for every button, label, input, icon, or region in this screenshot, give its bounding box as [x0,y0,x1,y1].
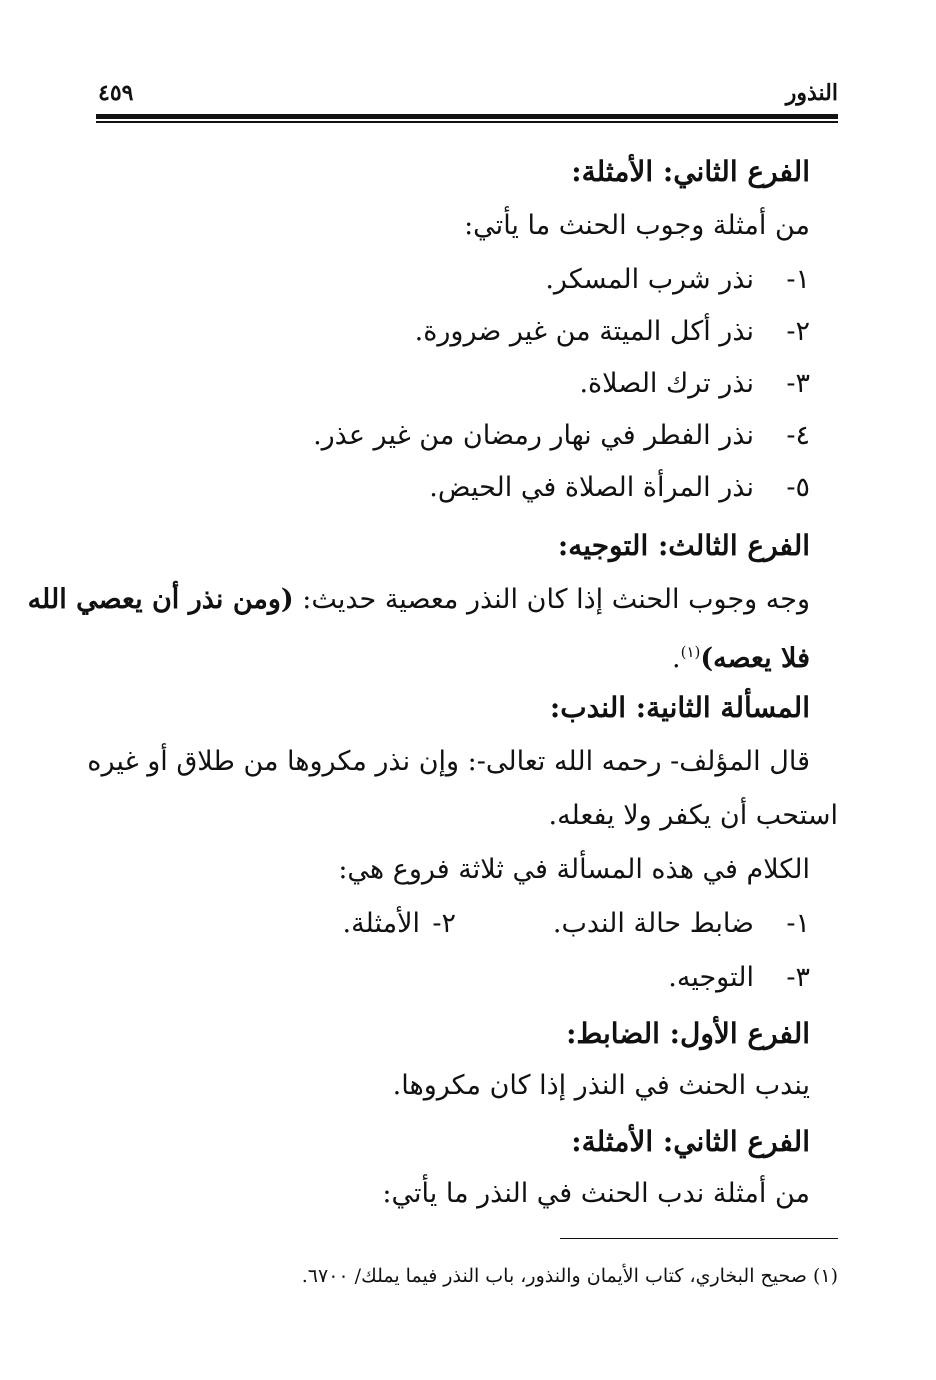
list-item [579,366,810,402]
footnote-ref[interactable]: (١) [680,643,701,661]
list-number: ١- [786,264,810,295]
list-item [342,906,456,942]
list-text: نذر شرب المسكر. [545,264,754,295]
list-text: ضابط حالة الندب. [552,908,754,939]
list-number: ٥- [786,472,810,503]
paragraph-intro: من أمثلة ندب الحنث في النذر ما يأتي: [382,1178,810,1209]
list-text: نذر المرأة الصلاة في الحيض. [429,472,754,503]
section-heading-examples: الفرع الثاني: الأمثلة: [571,1125,810,1158]
list-number: ٣- [786,368,810,399]
section-heading-examples: الفرع الثاني: الأمثلة: [571,155,810,188]
paragraph-intro: من أمثلة وجوب الحنث ما يأتي: [464,210,810,241]
period: . [672,643,681,674]
running-header-title: النذور [785,80,838,106]
header-rule-thick [96,114,838,119]
list-number: ٢- [786,316,810,347]
list-text: نذر الفطر في نهار رمضان من غير عذر. [313,420,754,451]
footnote-rule [560,1238,838,1239]
section-heading-direction: الفرع الثالث: التوجيه: [557,529,810,562]
paragraph-line [672,634,810,677]
header-rule-thin [96,121,838,123]
issue-heading: المسألة الثانية: الندب: [549,691,810,724]
hadith-quote: (ومن نذر أن يعصي الله [27,584,294,615]
paragraph-text: وجه وجوب الحنث إذا كان النذر معصية حديث: [302,584,810,615]
list-text: نذر أكل الميتة من غير ضرورة. [414,316,754,347]
list-item [545,262,810,298]
list-item [415,314,810,350]
footnote: (١) صحيح البخاري، كتاب الأيمان والنذور، باب النذر فيما يملك/ ٦٧٠٠. [301,1265,838,1287]
list-number: ٢- [432,908,456,939]
list-text: نذر ترك الصلاة. [579,368,754,399]
list-item [313,418,810,454]
list-number: ٤- [786,420,810,451]
paragraph-line: استحب أن يكفر ولا يفعله. [548,800,838,831]
list-number: ٣- [786,962,810,993]
list-text: التوجيه. [668,962,754,993]
list-item [668,960,810,996]
paragraph-line [27,582,810,618]
paragraph-intro: الكلام في هذه المسألة في ثلاثة فروع هي: [338,854,810,885]
page-number: ٤٥٩ [98,80,134,106]
paragraph-line: قال المؤلف- رحمه الله تعالى-: وإن نذر مكروها من طلاق أو غيره [87,746,810,777]
list-text: الأمثلة. [342,908,420,939]
section-heading-rule: الفرع الأول: الضابط: [566,1017,810,1050]
list-number: ١- [786,908,810,939]
paragraph-line: يندب الحنث في النذر إذا كان مكروها. [392,1070,810,1101]
hadith-quote-end: فلا يعصه) [700,643,810,674]
list-item [429,470,810,506]
list-item [553,906,810,942]
